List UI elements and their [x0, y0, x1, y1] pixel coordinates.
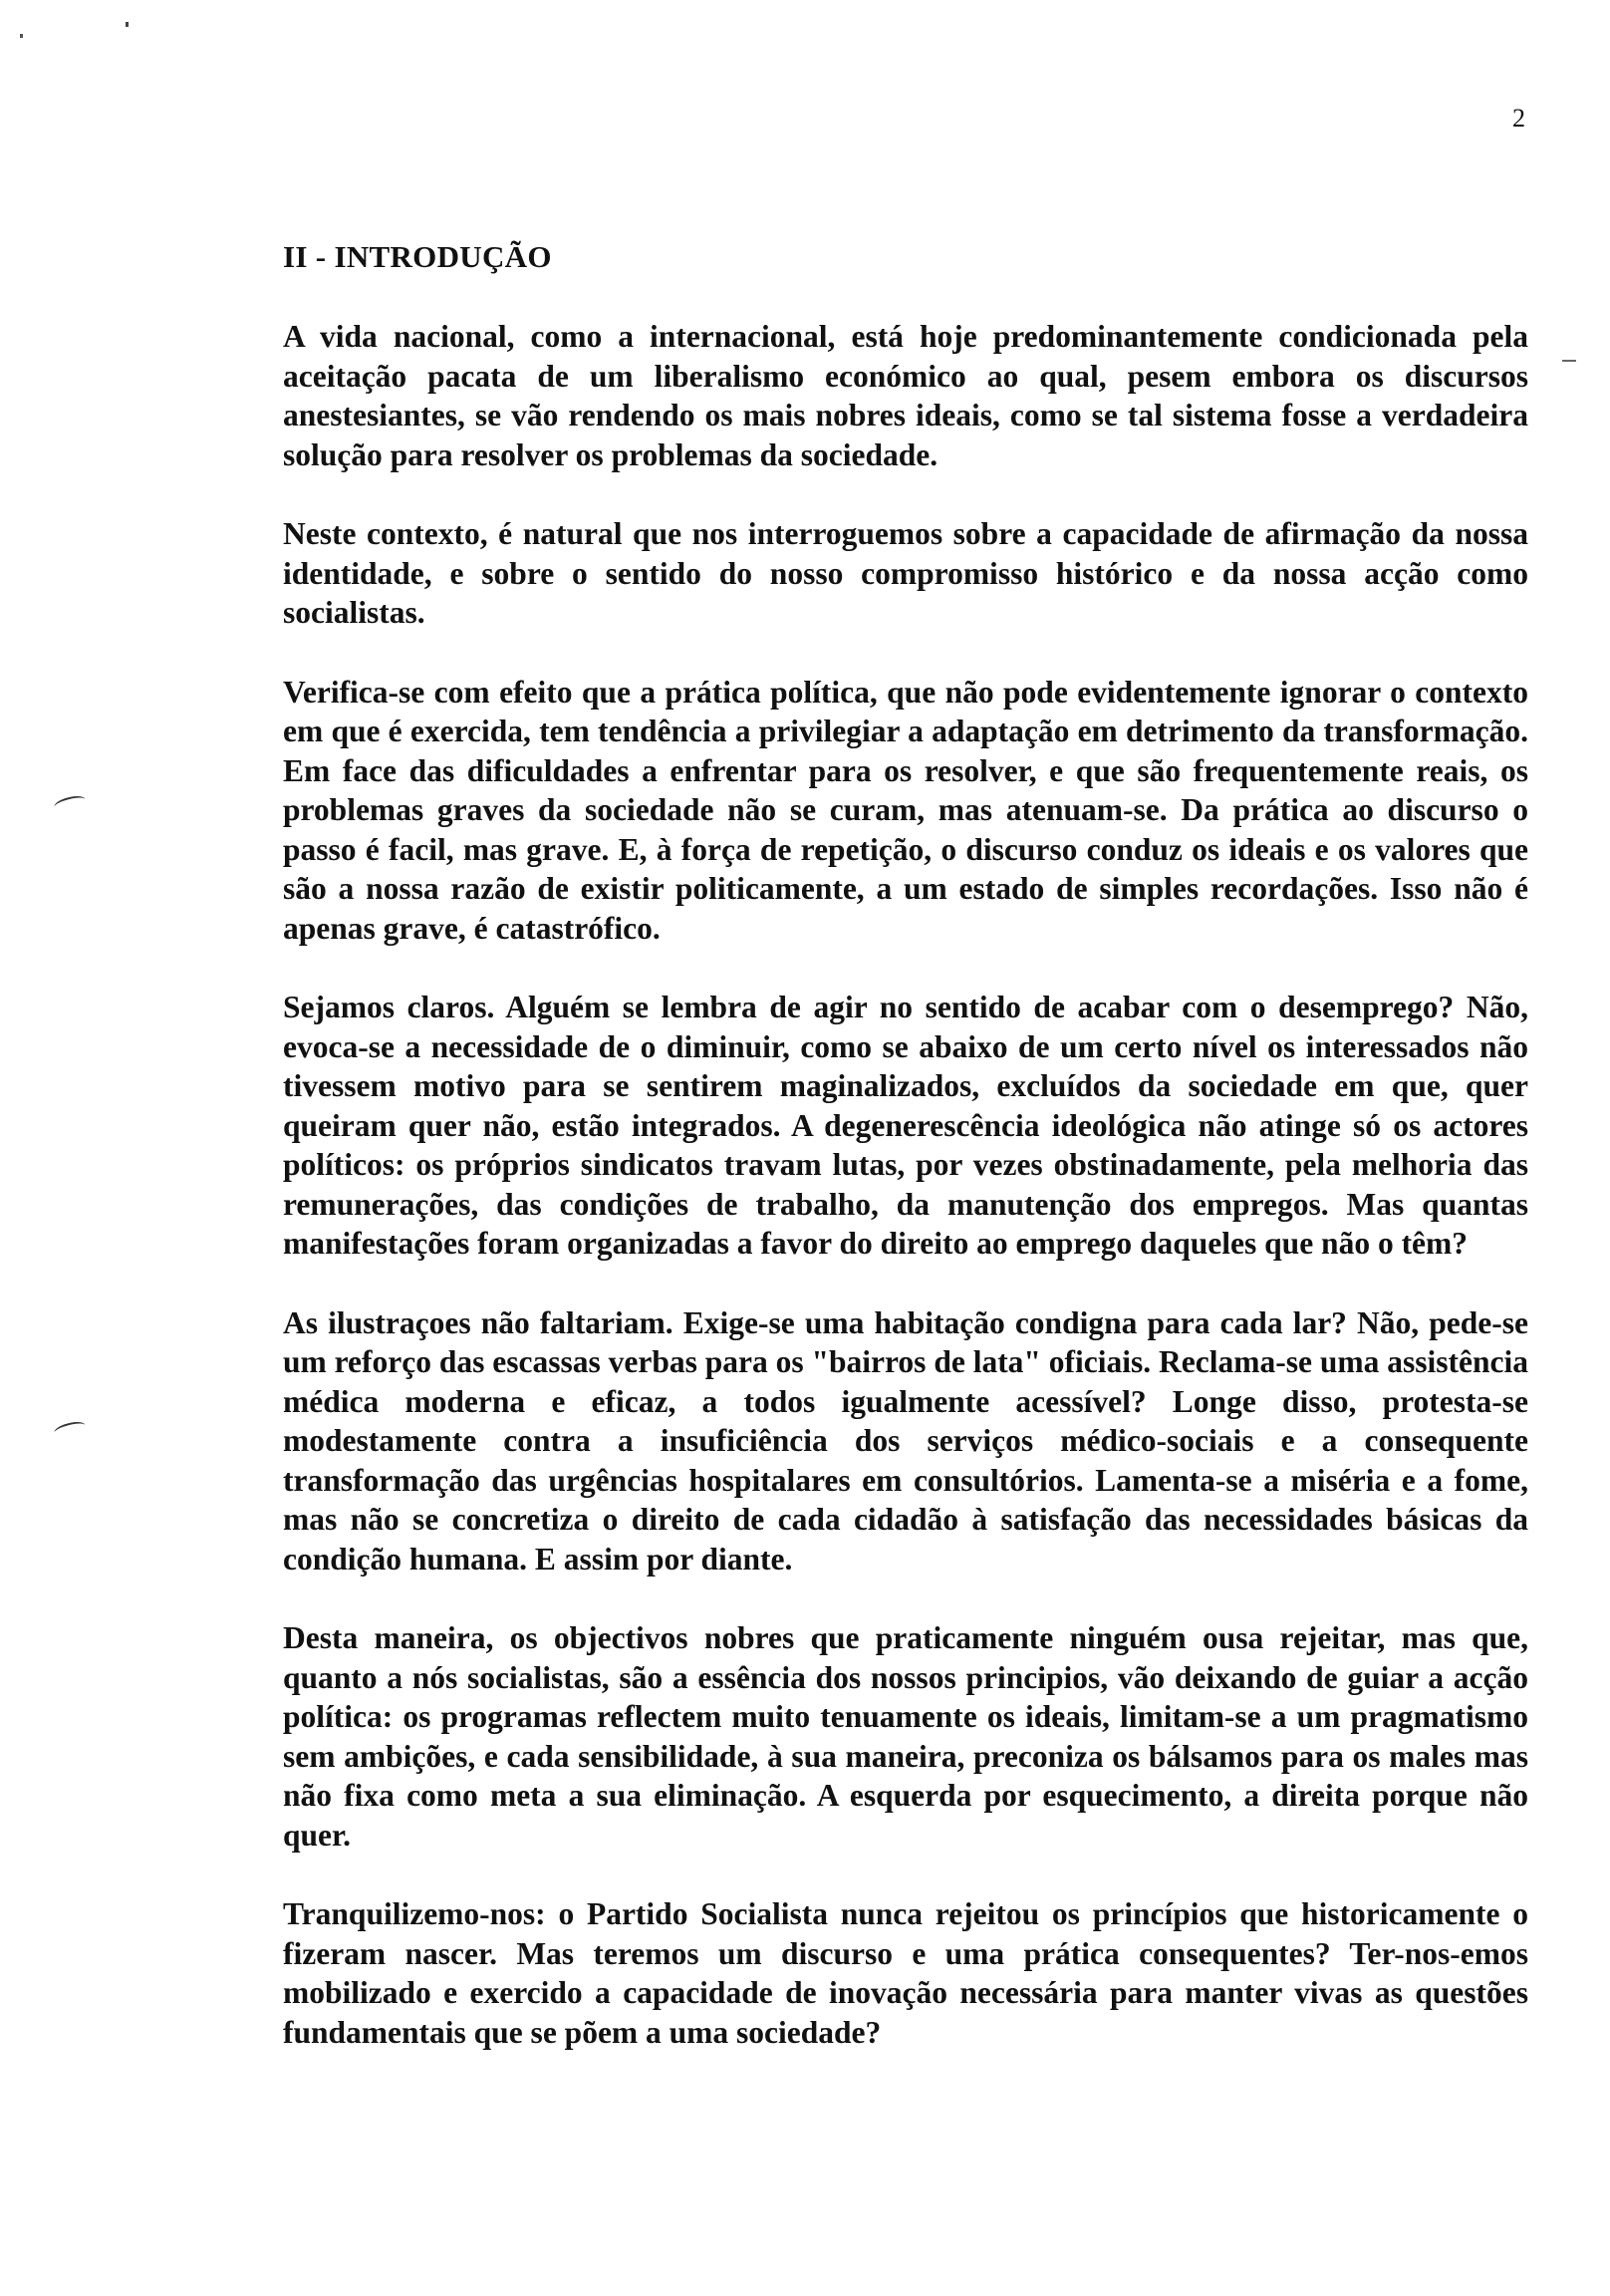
margin-pen-mark [53, 793, 87, 812]
paragraph: Sejamos claros. Alguém se lembra de agir no sentido de acabar com o desemprego? Não, evoca-se a necessidade de o diminuir, como se abaixo de um certo nível os interessados não tivessem motivo para se sentirem maginalizados, excluídos da sociedade em que, quer queiram quer não, estão integrados. A degenerescência ideológica não atinge só os actores políticos: os próprios sindicatos travam lutas, por vezes obstinadamente, pela melhoria das remunerações, das condições de trabalho, da manutenção dos empregos. Mas quantas manifestações foram organizadas a favor do direito ao emprego daqueles que não o têm? [283, 990, 1528, 1261]
paragraph: Verifica-se com efeito que a prática política, que não pode evidentemente ignorar o contexto em que é exercida, tem tendência a privilegiar a adaptação em detrimento da transformação. Em face das dificuldades a enfrentar para os resolver, e que são frequentemente reais, os problemas graves da sociedade não se curam, mas atenuam-se. Da prática ao discurso o passo é facil, mas grave. E, à força de repetição, o discurso conduz os ideais e os valores que são a nossa razão de existir politicamente, a um estado de simples recordações. Isso não é apenas grave, é catastrófico. [283, 674, 1528, 946]
paragraph: Tranquilizemo-nos: o Partido Socialista nunca rejeitou os princípios que historicamente o fizeram nascer. Mas teremos um discurso e uma prática consequentes? Ter-nos-emos mobilizado e exercido a capacidade de inovação necessária para manter vivas as questões fundamentais que se põem a uma sociedade? [283, 1896, 1528, 2050]
section-heading: II - INTRODUÇÃO [283, 239, 552, 274]
margin-dash-mark [1562, 360, 1576, 362]
paragraph: Desta maneira, os objectivos nobres que praticamente ninguém ousa rejeitar, mas que, quanto a nós socialistas, são a essência dos nossos principios, vão deixando de guiar a acção política: os programas reflectem muito tenuamente os ideais, limitam-se a um pragmatismo sem ambições, e cada sensibilidade, à sua maneira, preconiza os bálsamos para os males mas não fixa como meta a sua eliminação. A esquerda por esquecimento, a direita porque não quer. [283, 1620, 1528, 1853]
scan-speck [126, 22, 129, 27]
margin-pen-mark [53, 1419, 87, 1438]
scan-speck [20, 34, 23, 38]
body-text [283, 317, 1528, 2052]
page-number: 2 [1512, 104, 1525, 133]
paragraph: A vida nacional, como a internacional, está hoje predominantemente condicionada pela aceitação pacata de um liberalismo económico ao qual, pesem embora os discursos anestesiantes, se vão rendendo os mais nobres ideais, como se tal sistema fosse a verdadeira solução para resolver os problemas da sociedade. [283, 319, 1528, 472]
paragraph: Neste contexto, é natural que nos interroguemos sobre a capacidade de afirmação da nossa identidade, e sobre o sentido do nosso compromisso histórico e da nossa acção como socialistas. [283, 516, 1528, 630]
paragraph: As ilustraçoes não faltariam. Exige-se uma habitação condigna para cada lar? Não, pede-se um reforço das escassas verbas para os "bairros de lata" oficiais. Reclama-se uma assistência médica moderna e eficaz, a todos igualmente acessível? Longe disso, protesta-se modestamente contra a insuficiência dos serviços médico-sociais e a consequente transformação das urgências hospitalares em consultórios. Lamenta-se a miséria e a fome, mas não se concretiza o direito de cada cidadão à satisfação das necessidades básicas da condição humana. E assim por diante. [283, 1304, 1528, 1577]
